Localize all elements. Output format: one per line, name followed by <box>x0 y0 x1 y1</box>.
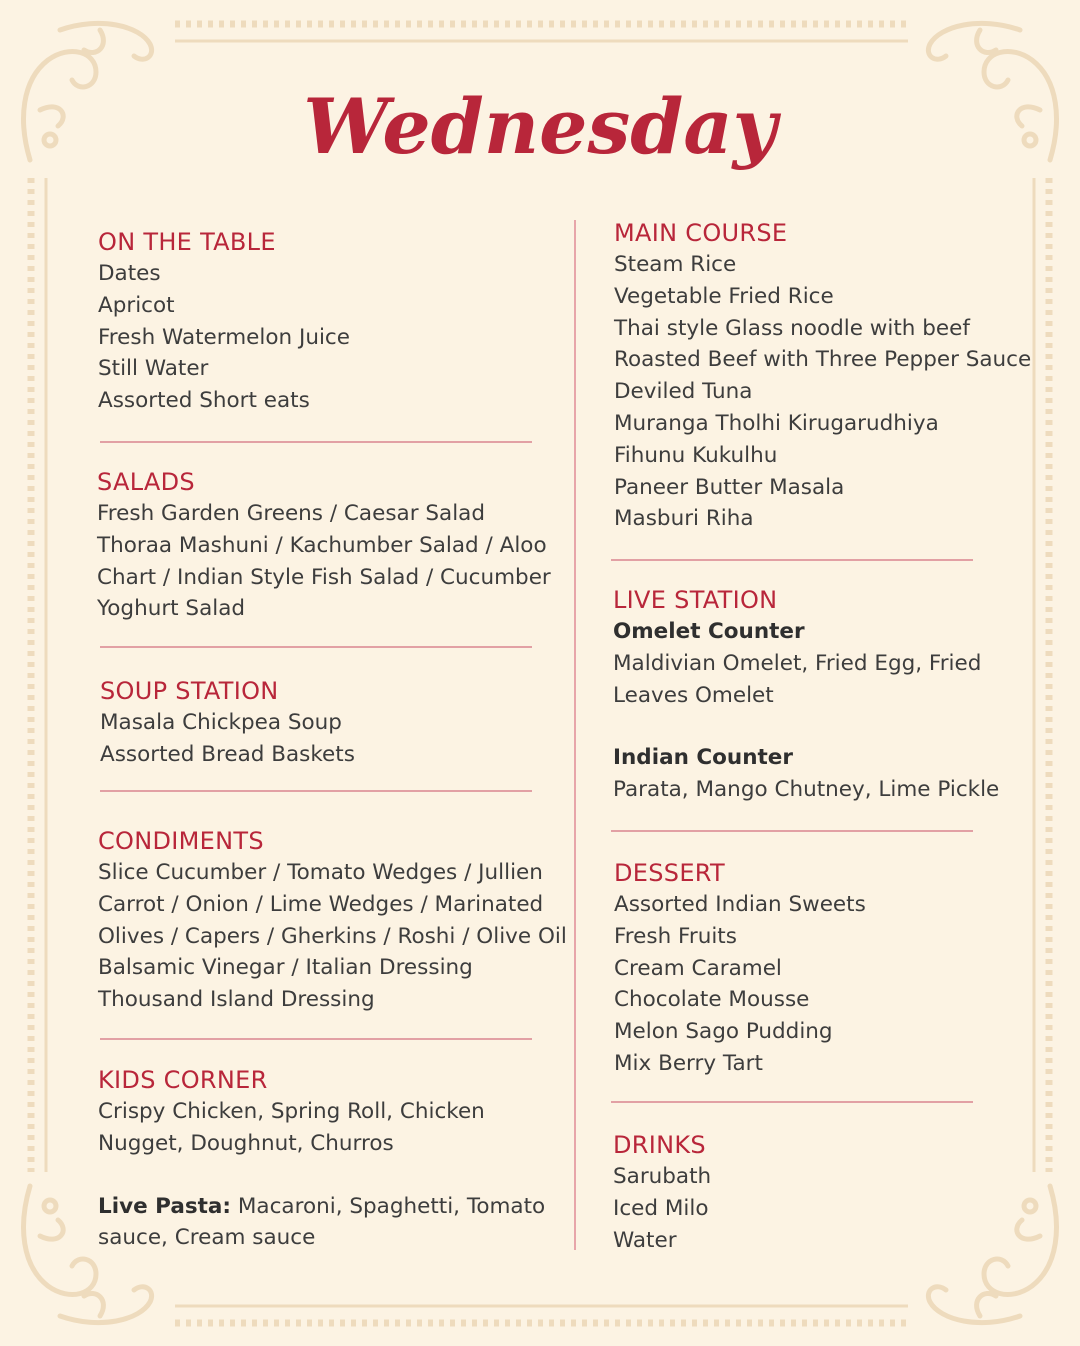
section-heading: DRINKS <box>613 1131 706 1159</box>
menu-line: Balsamic Vinegar / Italian Dressing <box>98 955 473 981</box>
menu-line: Parata, Mango Chutney, Lime Pickle <box>613 777 1000 803</box>
menu-item: Paneer Butter Masala <box>614 474 845 500</box>
menu-line: Crispy Chicken, Spring Roll, Chicken <box>98 1099 485 1124</box>
menu-item: Melon Sago Pudding <box>614 1019 833 1045</box>
menu-item: Deviled Tuna <box>614 379 753 405</box>
section-heading: SALADS <box>97 468 195 496</box>
section-divider <box>100 790 532 792</box>
section-kids-corner <box>98 1064 545 1254</box>
menu-line: Thousand Island Dressing <box>98 987 375 1013</box>
menu-item: Chocolate Mousse <box>614 987 810 1013</box>
menu-item: Vegetable Fried Rice <box>614 283 834 309</box>
menu-line: Fresh Garden Greens / Caesar Salad <box>97 501 485 526</box>
menu-item: Dates <box>98 261 161 286</box>
menu-line: Maldivian Omelet, Fried Egg, Fried <box>613 650 982 676</box>
section-divider <box>611 830 973 832</box>
section-salads <box>97 466 551 625</box>
section-heading: KIDS CORNER <box>98 1066 268 1094</box>
menu-line: Carrot / Onion / Lime Wedges / Marinated <box>98 891 544 917</box>
menu-line: Chart / Indian Style Fish Salad / Cucumber <box>97 564 551 590</box>
section-divider <box>100 646 532 648</box>
section-condiments <box>98 825 567 1016</box>
section-divider <box>611 559 973 561</box>
left-border <box>31 178 46 1172</box>
menu-item: Still Water <box>98 356 209 382</box>
section-divider <box>611 1101 973 1103</box>
menu-item: Mix Berry Tart <box>614 1050 763 1076</box>
live-pasta-label: Live Pasta: <box>98 1193 232 1219</box>
section-main-course <box>614 217 1031 535</box>
menu-item: Fihunu Kukulhu <box>614 442 778 468</box>
section-heading: DESSERT <box>614 859 725 887</box>
menu-line: sauce, Cream sauce <box>98 1225 316 1251</box>
top-border <box>175 24 908 41</box>
menu-item: Roasted Beef with Three Pepper Sauce <box>614 347 1032 373</box>
menu-line: Nugget, Doughnut, Churros <box>98 1130 394 1156</box>
live-pasta-line <box>98 1191 545 1223</box>
menu-item: Water <box>613 1227 677 1253</box>
menu-item: Masburi Riha <box>614 506 754 532</box>
menu-item: Masala Chickpea Soup <box>100 710 342 735</box>
menu-item: Steam Rice <box>614 252 737 277</box>
menu-item: Fresh Watermelon Juice <box>98 324 350 350</box>
column-divider <box>574 220 576 1250</box>
page-title: Wednesday <box>303 82 777 171</box>
section-heading: MAIN COURSE <box>614 219 788 247</box>
section-heading: SOUP STATION <box>100 677 279 705</box>
menu-item: Sarubath <box>613 1164 712 1189</box>
live-pasta-items: Macaroni, Spaghetti, Tomato <box>231 1193 546 1219</box>
section-divider <box>100 1038 532 1040</box>
section-heading: ON THE TABLE <box>98 228 276 256</box>
menu-item: Muranga Tholhi Kirugarudhiya <box>614 410 939 436</box>
menu-item: Iced Milo <box>613 1195 709 1221</box>
menu-item: Assorted Short eats <box>98 388 310 414</box>
menu-item: Fresh Fruits <box>614 923 737 949</box>
menu-item: Thai style Glass noodle with beef <box>614 315 970 341</box>
section-divider <box>100 441 532 443</box>
section-soup-station <box>100 675 355 771</box>
section-on-the-table <box>98 226 350 417</box>
menu-item: Assorted Bread Baskets <box>100 741 355 767</box>
right-border <box>1034 178 1049 1172</box>
section-live-station <box>613 584 999 806</box>
section-drinks <box>613 1129 711 1256</box>
bottom-border <box>175 1306 908 1323</box>
omelet-counter-title: Omelet Counter <box>613 619 805 644</box>
menu-item: Assorted Indian Sweets <box>614 892 866 917</box>
section-heading: LIVE STATION <box>613 586 778 614</box>
menu-line: Olives / Capers / Gherkins / Roshi / Olive Oil <box>98 923 567 949</box>
menu-line: Leaves Omelet <box>613 682 774 708</box>
indian-counter-title: Indian Counter <box>613 745 793 771</box>
menu-line: Yoghurt Salad <box>97 596 246 622</box>
section-heading: CONDIMENTS <box>98 827 264 855</box>
menu-line: Slice Cucumber / Tomato Wedges / Jullien <box>98 860 543 885</box>
menu-item: Cream Caramel <box>614 955 782 981</box>
section-dessert <box>614 857 866 1080</box>
corner-ornament-bottom-right <box>928 1186 1056 1323</box>
menu-item: Apricot <box>98 292 175 318</box>
menu-line: Thoraa Mashuni / Kachumber Salad / Aloo <box>97 532 547 558</box>
